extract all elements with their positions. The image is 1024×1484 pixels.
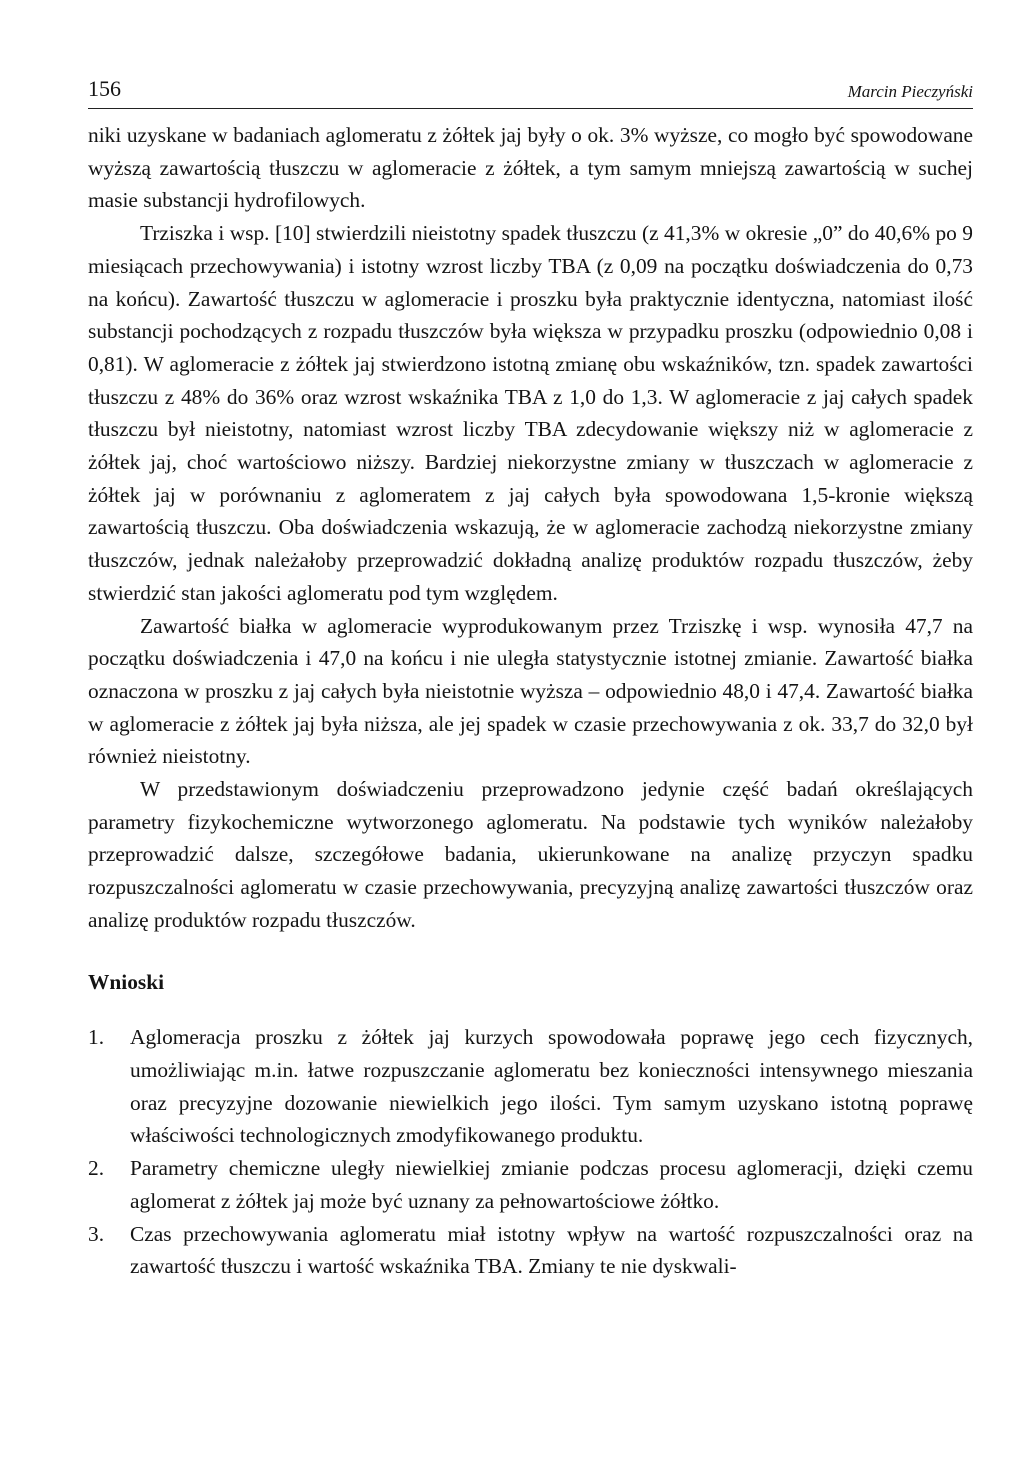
conclusion-text: Aglomeracja proszku z żółtek jaj kurzych spowodowała poprawę jego cech fizycznych, umożliwiając m.in. łatwe rozpuszczanie aglomeratu bez konieczności intensywnego mieszania oraz precyzyjne dozowanie niewielkich jego ilości. Tym samym uzyskano istotną poprawę właściwości technologicznych zmodyfikowanego produktu. [130,1025,973,1148]
paragraph-summary: W przedstawionym doświadczeniu przeprowadzono jedynie część badań określających parametry fizykochemiczne wytworzonego aglomeratu. Na podstawie tych wyników należałoby przeprowadzić dalsze, szczegółowe badania, ukierunkowane na analizę przyczyn spadku rozpuszczalności aglomeratu w czasie przechowywania, precyzyjną analizę zawartości tłuszczów oraz analizę produktów rozpadu tłuszczów. [88,777,973,932]
paragraph-trziszka: Trziszka i wsp. [10] stwierdzili nieistotny spadek tłuszczu (z 41,3% w okresie „0” do 40,6% po 9 miesiącach przechowywania) i istotny wzrost liczby TBA (z 0,09 na początku doświadczenia do 0,73 na końcu). Zawartość tłuszczu w aglomeracie i proszku była praktycznie identyczna, natomiast ilość substancji pochodzących z rozpadu tłuszczów była większa w przypadku proszku (odpowiednio 0,08 i 0,81). W aglomeracie z żółtek jaj stwierdzono istotną zmianę obu wskaźników, tzn. spadek zawartości tłuszczu z 48% do 36% oraz wzrost wskaźnika TBA z 1,0 do 1,3. W aglomeracie z jaj całych spadek tłuszczu był nieistotny, natomiast wzrost liczby TBA zdecydowanie większy niż w aglomeracie z żółtek jaj, choć wartościowo niższy. Bardziej niekorzystne zmiany w tłuszczach w aglomeracie z żółtek jaj w porównaniu z aglomeratem z jaj całych była spowodowana 1,5-kronie większą zawartością tłuszczu. Oba doświadczenia wskazują, że w aglomeracie zachodzą niekorzystne zmiany tłuszczów, jednak należałoby przeprowadzić dokładną analizę produktów rozpadu tłuszczów, żeby stwierdzić stan jakości aglomeratu pod tym względem. [88,221,973,605]
conclusion-text: Parametry chemiczne uległy niewielkiej zmianie podczas procesu aglomeracji, dzięki czemu aglomerat z żółtek jaj może być uznany za pełnowartościowe żółtko. [130,1156,973,1213]
body-text [88,119,973,937]
conclusion-item [88,1021,973,1152]
section-heading-conclusions: Wnioski [88,969,165,994]
page-number: 156 [88,76,121,101]
running-head-author: Marcin Pieczyński [847,82,973,101]
conclusion-number: 1. [88,1025,105,1050]
paragraph-continuation: niki uzyskane w badaniach aglomeratu z żółtek jaj były o ok. 3% wyższe, co mogło być spowodowane wyższą zawartością tłuszczu w aglomeracie z żółtek, a tym samym mniejszą zawartością w suchej masie substancji hydrofilowych. [88,123,973,213]
conclusion-item [88,1152,973,1217]
conclusion-number: 3. [88,1221,105,1246]
conclusions-list [88,1021,973,1283]
conclusion-number: 2. [88,1156,105,1181]
conclusion-item [88,1218,973,1283]
running-head [88,74,973,109]
page [88,74,973,1283]
paragraph-protein: Zawartość białka w aglomeracie wyprodukowanym przez Trziszkę i wsp. wynosiła 47,7 na początku doświadczenia i 47,0 na końcu i nie uległa statystycznie istotnej zmianie. Zawartość białka oznaczona w proszku z jaj całych była nieistotnie wyższa – odpowiednio 48,0 i 47,4. Zawartość białka w aglomeracie z żółtek jaj była niższa, ale jej spadek w czasie przechowywania z ok. 33,7 do 32,0 był również nieistotny. [88,613,973,769]
conclusion-text: Czas przechowywania aglomeratu miał istotny wpływ na wartość rozpuszczalności oraz na zawartość tłuszczu i wartość wskaźnika TBA. Zmiany te nie dyskwali- [130,1221,973,1279]
